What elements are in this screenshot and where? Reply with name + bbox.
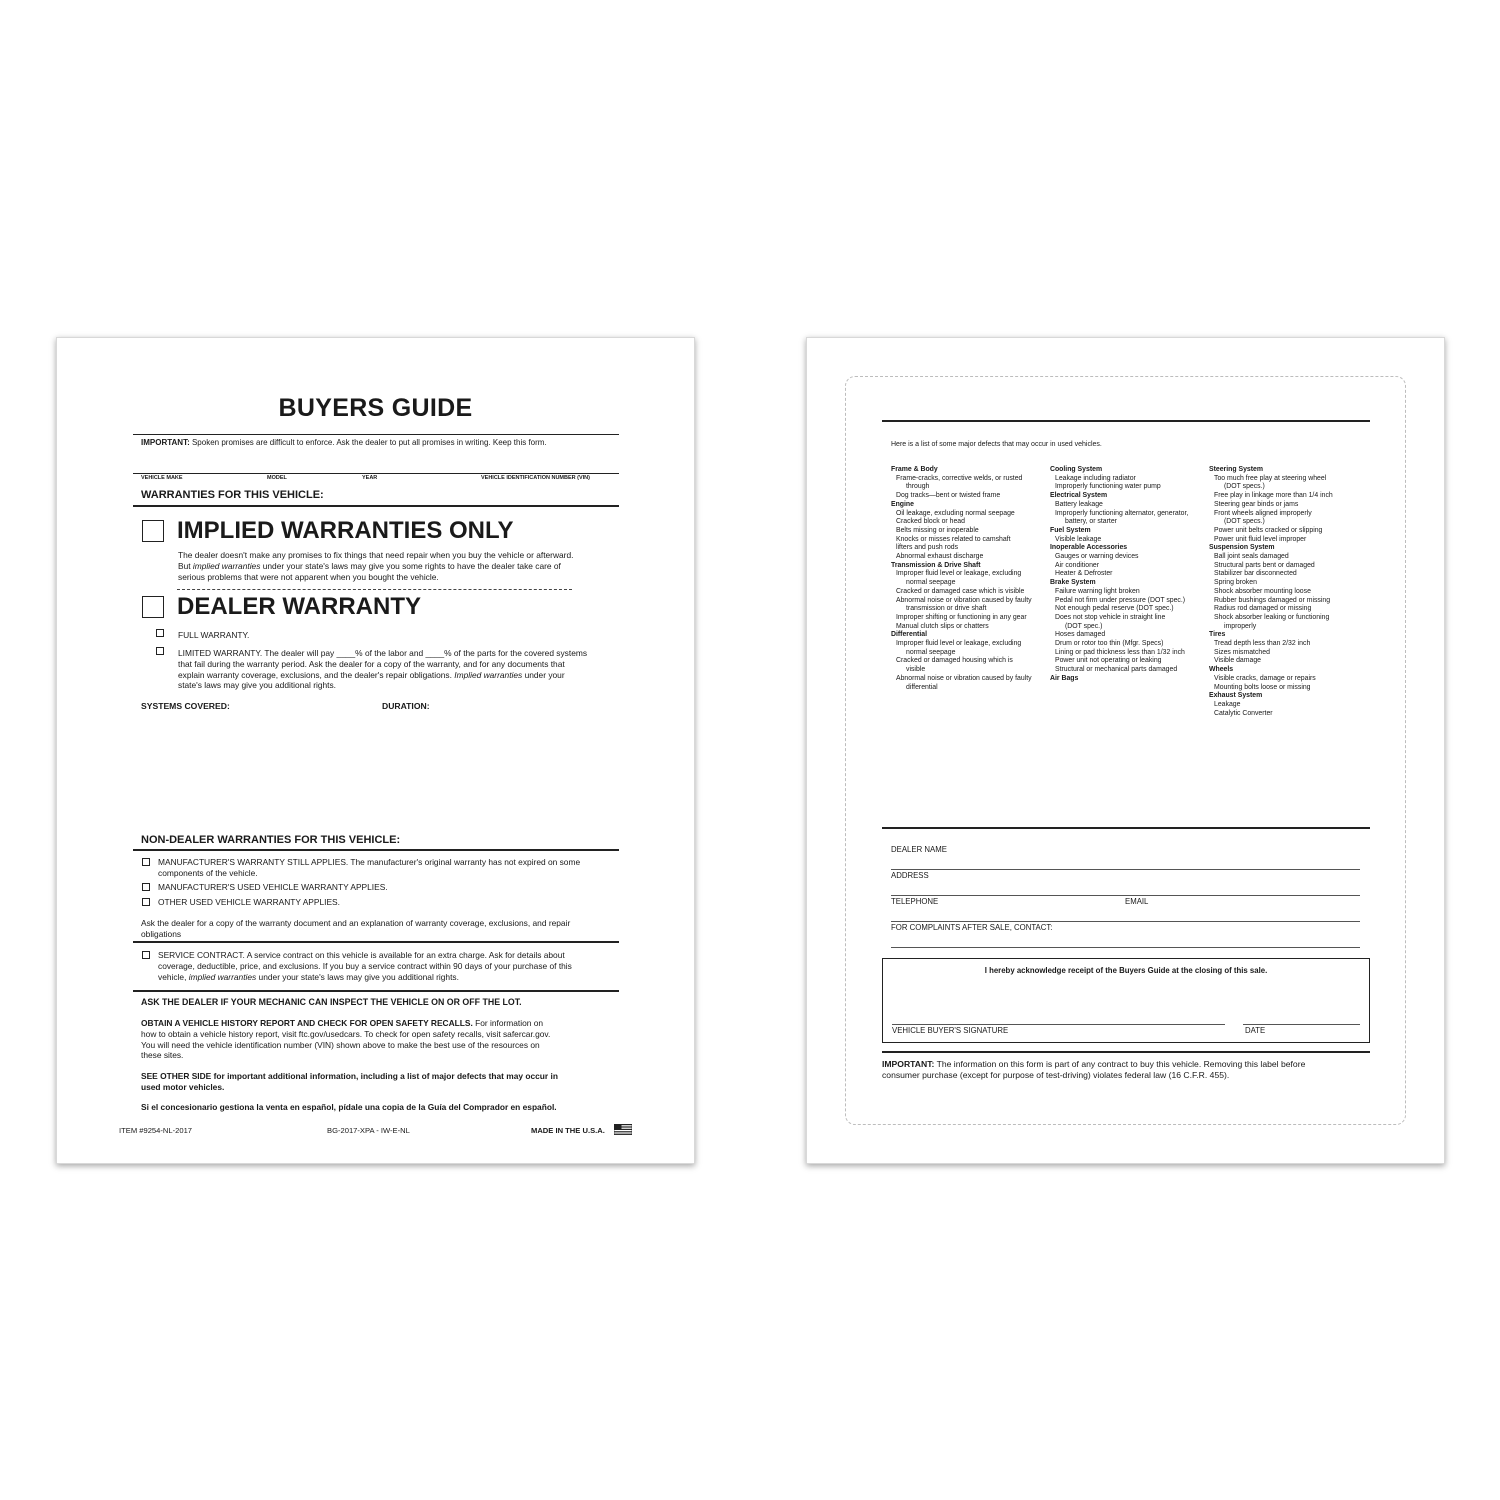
page-title: BUYERS GUIDE: [278, 394, 473, 422]
divider: [133, 473, 619, 474]
dealer-warranty-checkbox[interactable]: [142, 596, 164, 618]
defects-intro: Here is a list of some major defects that may occur in used vehicles.: [891, 441, 1102, 448]
defect-item: Lining or pad thickness less than 1/32 inch: [1055, 648, 1185, 656]
defect-item: Visible leakage: [1055, 535, 1102, 543]
defect-category: Wheels: [1209, 666, 1234, 674]
defect-item: (DOT specs.): [1224, 518, 1265, 526]
email-label: EMAIL: [1125, 897, 1149, 906]
implied-warranties-title: IMPLIED WARRANTIES ONLY: [177, 517, 514, 544]
defect-item: Visible cracks, damage or repairs: [1214, 674, 1316, 682]
divider: [133, 941, 619, 943]
defect-item: Leakage: [1214, 700, 1241, 708]
defect-item: Not enough pedal reserve (DOT spec.): [1055, 605, 1174, 613]
defect-item: Heater & Defroster: [1055, 570, 1113, 578]
defects-column-1: [891, 466, 1032, 692]
full-warranty-checkbox[interactable]: [156, 629, 164, 637]
defect-item: Abnormal noise or vibration caused by faulty: [896, 674, 1032, 682]
complaints-contact-label: FOR COMPLAINTS AFTER SALE, CONTACT:: [891, 923, 1053, 932]
dealer-name-field[interactable]: [891, 869, 1360, 870]
important-legal-notice: IMPORTANT: The information on this form is part of any contract to buy this vehicle. Removing this label before consumer purchase (except for purpose of test-driving) violates federal law (16 C.F.R. 455).: [882, 1059, 1306, 1080]
systems-covered-label: SYSTEMS COVERED:: [141, 701, 230, 711]
buyers-guide-back: [806, 337, 1445, 1164]
divider: [882, 827, 1370, 829]
defect-item: Dog tracks—bent or twisted frame: [896, 492, 1001, 500]
manufacturer-used-warranty-label: MANUFACTURER'S USED VEHICLE WARRANTY APPLIES.: [158, 882, 388, 892]
defect-item: Shock absorber leaking or functioning: [1214, 613, 1330, 621]
see-other-side-text: SEE OTHER SIDE for important additional information, including a list of major defects that may occur in used motor vehicles.: [141, 1071, 558, 1092]
defect-item: (DOT spec.): [1065, 622, 1103, 630]
service-contract-checkbox[interactable]: [142, 951, 150, 959]
defect-item: Oil leakage, excluding normal seepage: [896, 509, 1015, 517]
defect-item: Ball joint seals damaged: [1214, 553, 1289, 561]
defect-item: Power unit not operating or leaking: [1055, 657, 1162, 665]
address-field[interactable]: [891, 895, 1360, 896]
other-used-warranty-label: OTHER USED VEHICLE WARRANTY APPLIES.: [158, 897, 340, 907]
defect-item: Structural parts bent or damaged: [1214, 561, 1315, 569]
defects-column-3: [1209, 466, 1333, 718]
defect-item: Visible damage: [1214, 657, 1261, 665]
defect-item: Failure warning light broken: [1055, 587, 1140, 595]
defect-category: Inoperable Accessories: [1050, 544, 1128, 552]
dealer-warranty-title: DEALER WARRANTY: [177, 593, 421, 620]
defect-item: Mounting bolts loose or missing: [1214, 683, 1311, 691]
manufacturer-warranty-checkbox[interactable]: [142, 858, 150, 866]
full-warranty-label: FULL WARRANTY.: [178, 630, 250, 640]
defect-item: Power unit fluid level improper: [1214, 535, 1307, 543]
divider: [133, 505, 619, 507]
defect-category: Differential: [891, 631, 927, 639]
defect-item: differential: [906, 683, 938, 691]
signature-label: VEHICLE BUYER'S SIGNATURE: [892, 1026, 1009, 1035]
warranties-heading: WARRANTIES FOR THIS VEHICLE:: [141, 489, 324, 501]
defect-item: Abnormal exhaust discharge: [896, 553, 984, 561]
defect-item: Structural or mechanical parts damaged: [1055, 666, 1178, 674]
defects-column-2: [1050, 466, 1188, 684]
divider: [882, 420, 1370, 422]
defect-item: Front wheels aligned improperly: [1214, 509, 1312, 517]
defect-category: Brake System: [1050, 579, 1096, 587]
defect-item: Radius rod damaged or missing: [1214, 605, 1312, 613]
implied-warranties-checkbox[interactable]: [142, 520, 164, 542]
defect-item: Air conditioner: [1055, 561, 1100, 569]
defect-item: Cracked block or head: [896, 518, 965, 526]
defect-item: Rubber bushings damaged or missing: [1214, 596, 1331, 604]
defect-item: Tread depth less than 2/32 inch: [1214, 640, 1311, 648]
service-contract-text: SERVICE CONTRACT. A service contract on this vehicle is available for an extra charge. Ask for details about coverage, deductible, price, and exclusions. If you buy a service contract within 90 days of your purchase of this vehicle, implied warranties under your state's laws may give you additional rights.: [158, 950, 572, 982]
defect-category: Steering System: [1209, 466, 1263, 473]
vehicle-make-label: VEHICLE MAKE: [141, 475, 183, 481]
defect-item: Power unit belts cracked or slipping: [1214, 526, 1323, 534]
telephone-label: TELEPHONE: [891, 897, 939, 906]
divider: [133, 434, 619, 435]
duration-label: DURATION:: [382, 701, 430, 711]
defect-item: Improper shifting or functioning in any gear: [896, 613, 1027, 621]
defect-item: Hoses damaged: [1055, 631, 1106, 639]
defect-item: Leakage including radiator: [1055, 474, 1136, 482]
buyers-guide-front: [56, 337, 695, 1164]
defect-item: lifters and push rods: [896, 544, 959, 552]
defect-category: Engine: [891, 500, 914, 508]
defect-item: normal seepage: [906, 579, 956, 587]
defect-item: Free play in linkage more than 1/4 inch: [1214, 492, 1333, 500]
divider: [133, 990, 619, 992]
vehicle-history-text: OBTAIN A VEHICLE HISTORY REPORT AND CHECK FOR OPEN SAFETY RECALLS. For information on how to obtain a vehicle history report, visit ftc.gov/usedcars. To check for open safety recalls, visit safercar.gov. You will need the vehicle identification number (VIN) shown above to make the best use of the resources on these sites.: [141, 1018, 551, 1061]
dashed-divider: [177, 589, 572, 590]
made-in-usa: MADE IN THE U.S.A.: [531, 1126, 605, 1135]
date-field[interactable]: [1243, 1024, 1360, 1025]
defect-item: through: [906, 483, 930, 491]
mechanic-inspect-notice: ASK THE DEALER IF YOUR MECHANIC CAN INSPECT THE VEHICLE ON OR OFF THE LOT.: [141, 997, 522, 1007]
defect-item: Improper fluid level or leakage, excluding: [896, 640, 1022, 648]
year-label: YEAR: [362, 475, 378, 481]
defect-item: visible: [906, 666, 926, 674]
defect-item: Improperly functioning alternator, generator,: [1055, 509, 1189, 517]
defect-item: Cracked or damaged case which is visible: [896, 587, 1025, 595]
defect-item: battery, or starter: [1065, 518, 1117, 526]
limited-warranty-text: LIMITED WARRANTY. The dealer will pay ____% of the labor and ____% of the parts for the covered systems that fail during the warranty period. Ask the dealer for a copy of the warranty, and for any documents that explain warranty coverage, exclusions, and the dealer's repair obligations. Implied warranties under your state's laws may give you additional rights.: [178, 648, 588, 691]
defect-item: Drum or rotor too thin (Mfgr. Specs): [1055, 640, 1164, 648]
dealer-name-label: DEALER NAME: [891, 845, 947, 854]
us-flag-icon: [614, 1124, 632, 1135]
defect-item: Spring broken: [1214, 579, 1257, 587]
defect-category: Exhaust System: [1209, 692, 1263, 700]
complaints-contact-field[interactable]: [891, 947, 1360, 948]
defect-category: Frame & Body: [891, 466, 938, 473]
defect-item: Battery leakage: [1055, 500, 1103, 508]
defect-item: (DOT specs.): [1224, 483, 1265, 491]
defect-item: Knocks or misses related to camshaft: [896, 535, 1011, 543]
defect-item: Catalytic Converter: [1214, 709, 1273, 717]
item-number: ITEM #9254-NL-2017: [119, 1126, 193, 1135]
form-code: BG-2017-XPA - IW-E-NL: [327, 1126, 410, 1135]
defect-item: Sizes mismatched: [1214, 648, 1270, 656]
limited-warranty-checkbox[interactable]: [156, 647, 164, 655]
spanish-notice: Si el concesionario gestiona la venta en español, pídale una copia de la Guía del Comprador en español.: [141, 1102, 557, 1112]
defect-item: Stabilizer bar disconnected: [1214, 570, 1297, 578]
implied-warranties-text: The dealer doesn't make any promises to fix things that need repair when you buy the vehicle or afterward. But implied warranties under your state's laws may give you some rights to have the dealer take care of serious problems that were not apparent when you bought the vehicle.: [178, 550, 574, 582]
defect-category: Electrical System: [1050, 492, 1108, 500]
signature-field[interactable]: [892, 1024, 1225, 1025]
divider: [882, 1051, 1370, 1053]
defect-item: normal seepage: [906, 648, 956, 656]
defect-item: Improperly functioning water pump: [1055, 483, 1161, 491]
defect-item: Steering gear binds or jams: [1214, 500, 1299, 508]
non-dealer-heading: NON-DEALER WARRANTIES FOR THIS VEHICLE:: [141, 834, 401, 846]
defect-item: transmission or drive shaft: [906, 605, 987, 613]
acknowledgment-text: I hereby acknowledge receipt of the Buyers Guide at the closing of this sale.: [984, 966, 1268, 975]
ask-dealer-text: Ask the dealer for a copy of the warranty document and an explanation of warranty coverage, exclusions, and repair obligations: [141, 918, 571, 939]
defect-category: Transmission & Drive Shaft: [891, 561, 981, 569]
defect-item: Too much free play at steering wheel: [1214, 474, 1327, 482]
defect-item: Shock absorber mounting loose: [1214, 587, 1311, 595]
divider: [133, 849, 619, 851]
defect-category: Fuel System: [1050, 526, 1091, 534]
defect-item: Does not stop vehicle in straight line: [1055, 613, 1166, 621]
telephone-email-field[interactable]: [891, 921, 1360, 922]
manufacturer-warranty-text: MANUFACTURER'S WARRANTY STILL APPLIES. The manufacturer's original warranty has not expired on some components of the vehicle.: [158, 857, 581, 878]
other-used-warranty-checkbox[interactable]: [142, 898, 150, 906]
defect-category: Cooling System: [1050, 466, 1103, 473]
vin-label: VEHICLE IDENTIFICATION NUMBER (VIN): [481, 475, 590, 481]
defect-item: Pedal not firm under pressure (DOT spec.): [1055, 596, 1186, 604]
date-label: DATE: [1245, 1026, 1266, 1035]
defect-item: Frame-cracks, corrective welds, or rusted: [896, 474, 1023, 482]
defect-category: Tires: [1209, 631, 1226, 639]
address-label: ADDRESS: [891, 871, 929, 880]
defect-item: improperly: [1224, 622, 1257, 630]
defect-item: Belts missing or inoperable: [896, 526, 979, 534]
defect-category: Air Bags: [1050, 674, 1079, 682]
manufacturer-used-warranty-checkbox[interactable]: [142, 883, 150, 891]
defect-item: Abnormal noise or vibration caused by faulty: [896, 596, 1032, 604]
defect-item: Cracked or damaged housing which is: [896, 657, 1013, 665]
important-notice: IMPORTANT: Spoken promises are difficult to enforce. Ask the dealer to put all promises in writing. Keep this form.: [141, 438, 547, 447]
defect-item: Gauges or warning devices: [1055, 553, 1139, 561]
model-label: MODEL: [267, 475, 287, 481]
defect-item: Manual clutch slips or chatters: [896, 622, 989, 630]
defect-category: Suspension System: [1209, 544, 1275, 552]
defect-item: Improper fluid level or leakage, excluding: [896, 570, 1022, 578]
